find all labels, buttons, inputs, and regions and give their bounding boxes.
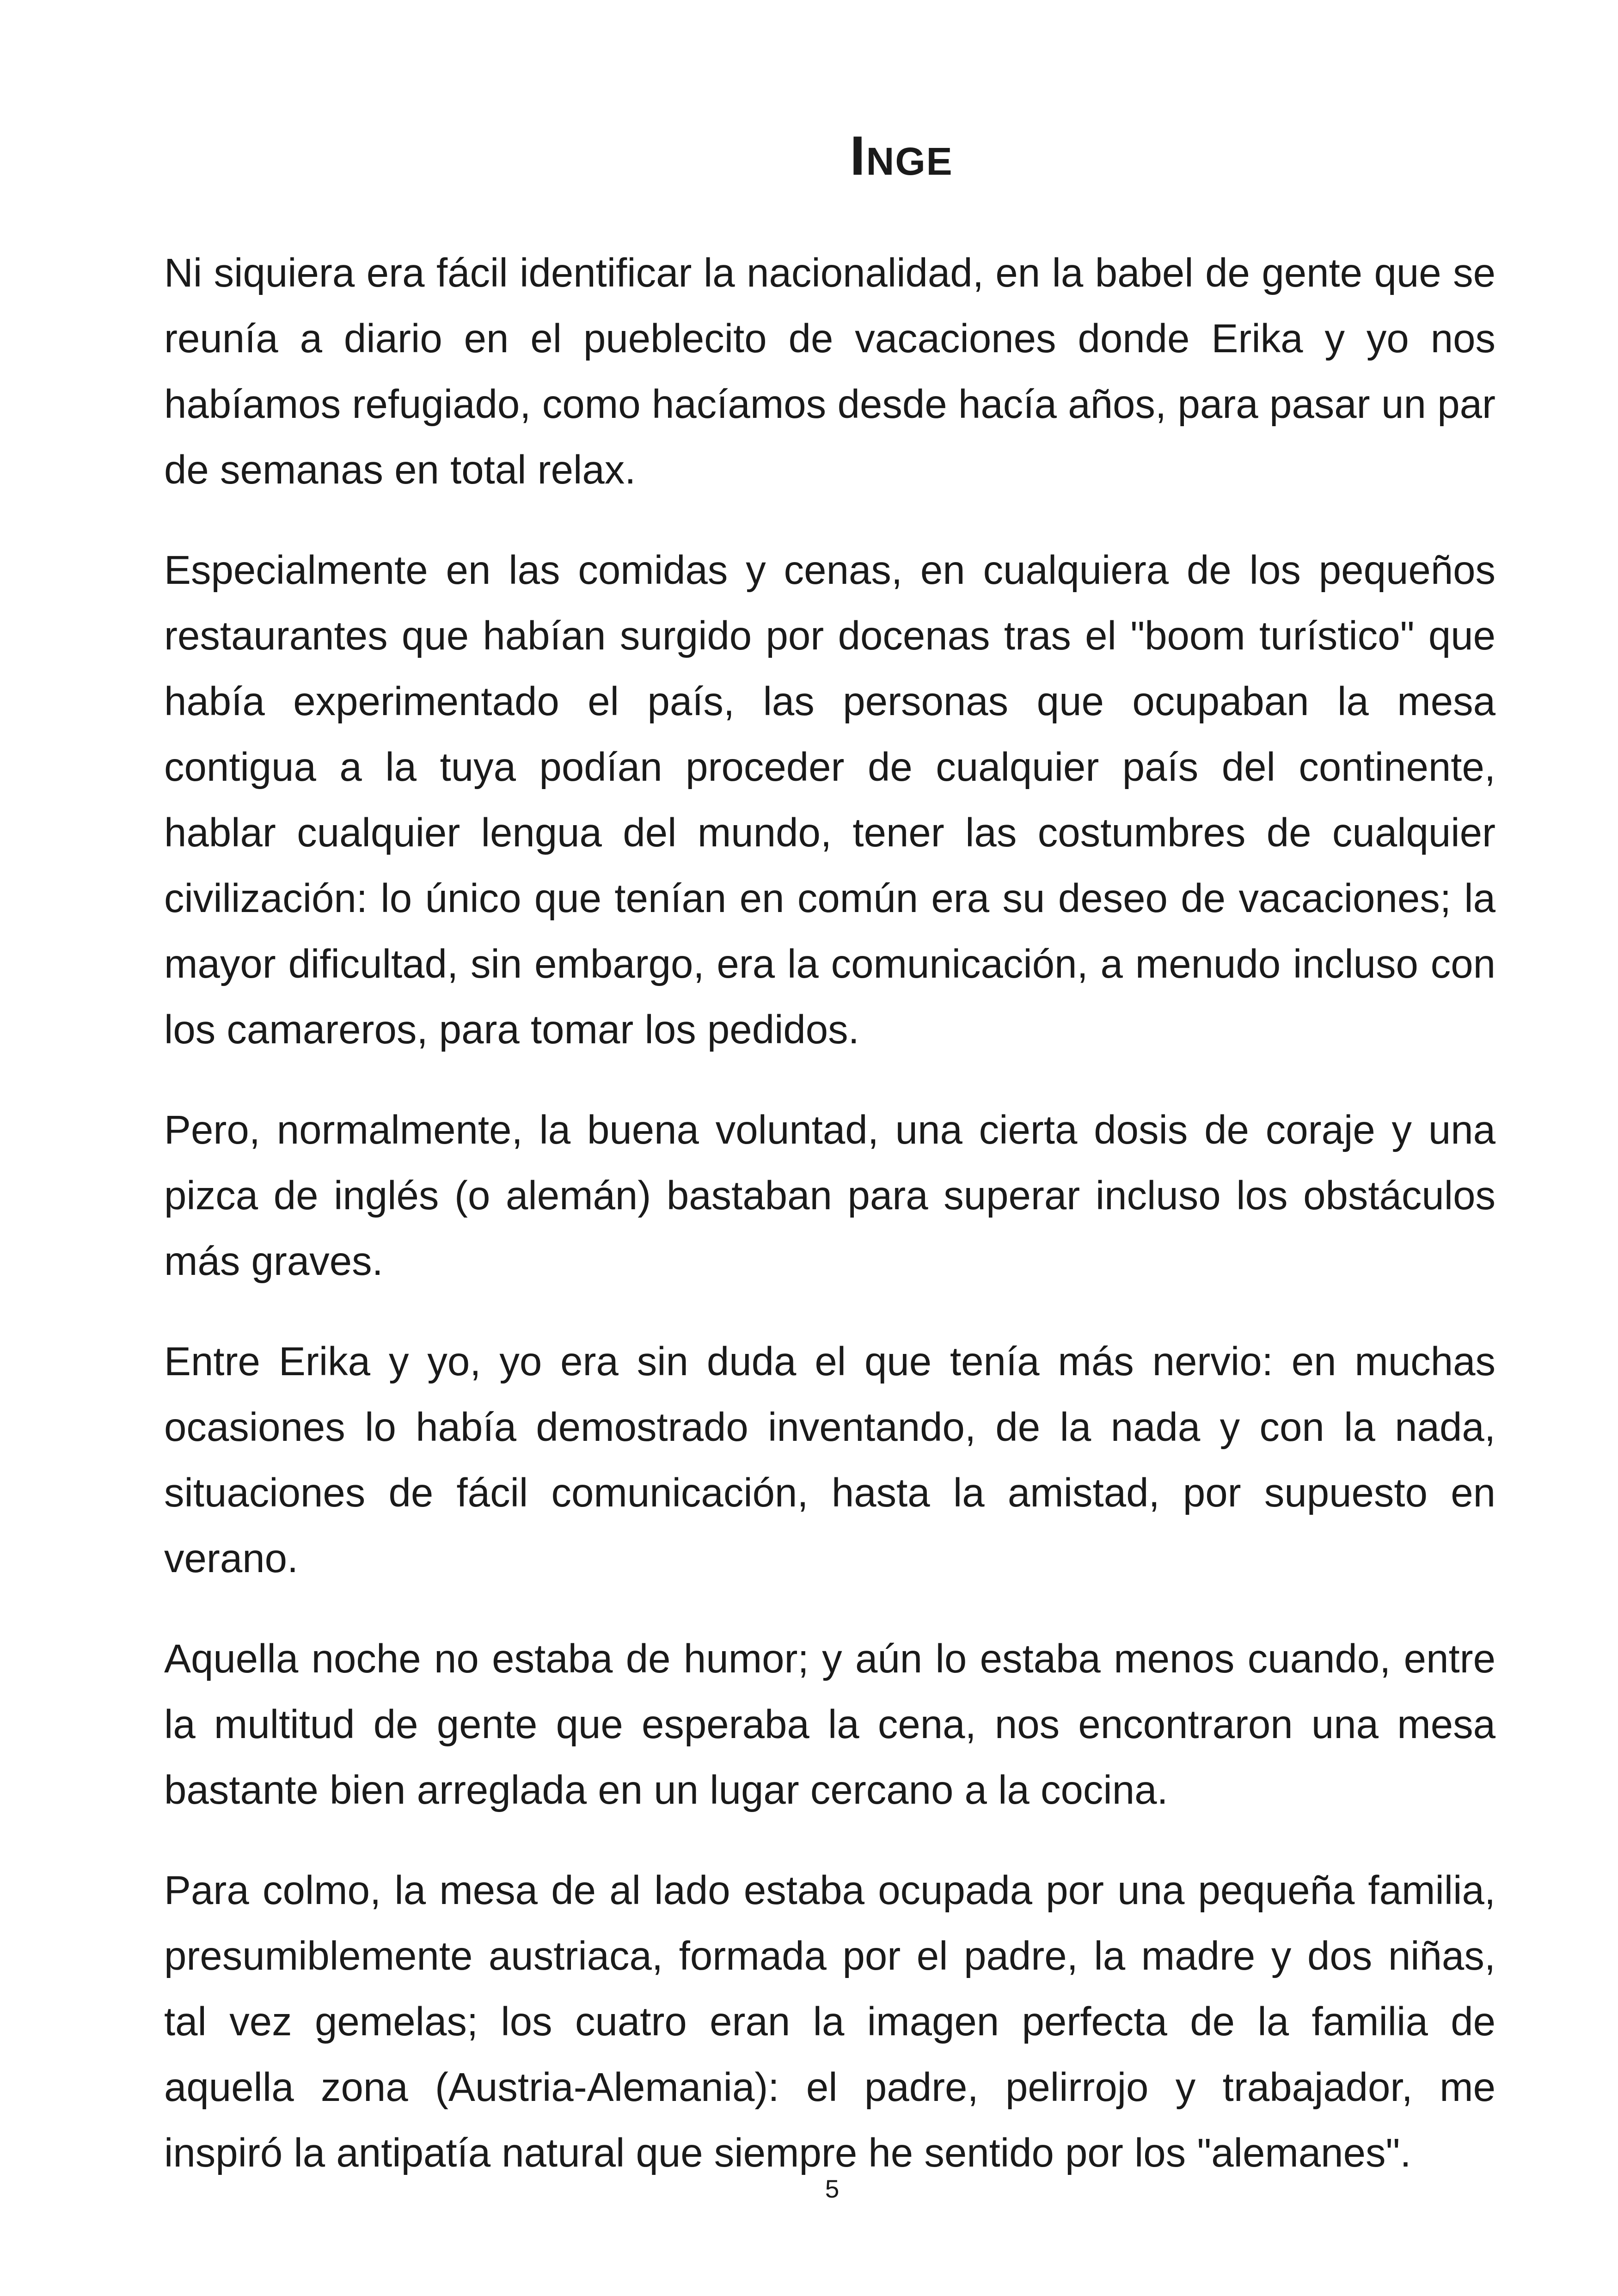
paragraph-2: Especialmente en las comidas y cenas, en cualquiera de los pequeños restaurantes que habían surgido por docenas tras el "boom turístico" que había experimentado el país, las personas que ocupaban la mesa contigua a la tuya podían proceder de cualquier país del continente, hablar cualquier lengua del mundo, tener las costumbres de cualquier civilización: lo único que tenían en común era su deseo de vacaciones; la mayor dificultad, sin embargo, era la comunicación, a menudo incluso con los camareros, para tomar los pedidos.	[164, 548, 1495, 1052]
page-number: 5	[825, 2174, 840, 2203]
paragraph-1: Ni siquiera era fácil identificar la nacionalidad, en la babel de gente que se reunía a diario en el pueblecito de vacaciones donde Erika y yo nos habíamos refugiado, como hacíamos desde hacía años, para pasar un par de semanas en total relax.	[164, 251, 1495, 492]
paragraph-4: Entre Erika y yo, yo era sin duda el que tenía más nervio: en muchas ocasiones lo había demostrado inventando, de la nada y con la nada, situaciones de fácil comunicación, hasta la amistad, por supuesto en verano.	[164, 1339, 1495, 1581]
paragraph-6: Para colmo, la mesa de al lado estaba ocupada por una pequeña familia, presumiblemente austriaca, formada por el padre, la madre y dos niñas, tal vez gemelas; los cuatro eran la imagen perfecta de la familia de aquella zona (Austria-Alemania): el padre, pelirrojo y trabajador, me inspiró la antipatía natural que siempre he sentido por los "alemanes".	[164, 1868, 1495, 2175]
paragraph-5: Aquella noche no estaba de humor; y aún lo estaba menos cuando, entre la multitud de gente que esperaba la cena, nos encontraron una mesa bastante bien arreglada en un lugar cercano a la cocina.	[164, 1636, 1495, 1812]
paragraph-3: Pero, normalmente, la buena voluntad, una cierta dosis de coraje y una pizca de inglés (o alemán) bastaban para superar incluso los obstáculos más graves.	[164, 1108, 1495, 1284]
body-text	[164, 240, 1495, 2221]
chapter-title: Inge	[850, 125, 953, 187]
